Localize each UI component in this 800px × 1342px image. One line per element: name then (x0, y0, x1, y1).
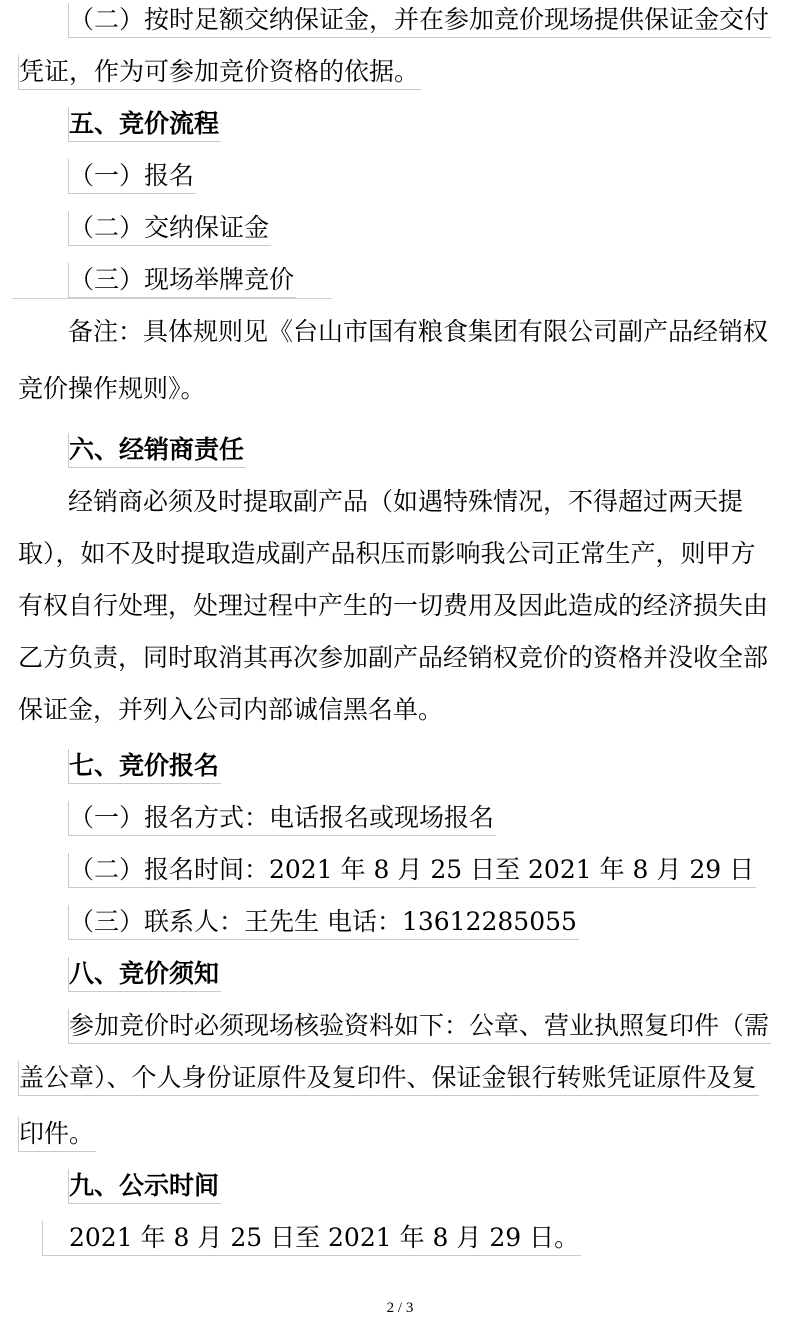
section6-heading: 六、经销商责任 (68, 433, 246, 468)
section4-item2-line2: 凭证，作为可参加竞价资格的依据。 (18, 55, 421, 90)
section6-line-1: 经销商必须及时提取副产品（如遇特殊情况，不得超过两天提 (68, 487, 744, 516)
section9-heading: 九、公示时间 (68, 1169, 221, 1204)
separator-line (12, 298, 332, 299)
section7-heading: 七、竞价报名 (68, 749, 221, 784)
section7-item-3: （三）联系人：王先生 电话：13612285055 (68, 905, 579, 940)
page-number: 2 / 3 (386, 1300, 414, 1316)
section7-item-2: （二）报名时间：2021 年 8 月 25 日至 2021 年 8 月 29 日 (68, 853, 756, 888)
section6-line-3: 有权自行处理，处理过程中产生的一切费用及因此造成的经济损失由 (18, 591, 769, 620)
section7-item-1: （一）报名方式：电话报名或现场报名 (68, 801, 496, 836)
section6-line-2: 取），如不及时提取造成副产品积压而影响我公司正常生产，则甲方 (18, 539, 756, 568)
section6-line-4: 乙方负责，同时取消其再次参加副产品经销权竞价的资格并没收全部 (18, 643, 769, 672)
section5-item-2: （二）交纳保证金 (68, 211, 271, 246)
section5-note-line2: 竞价操作规则》。 (18, 374, 206, 403)
section5-item-3: （三）现场举牌竞价 (68, 263, 296, 298)
section5-item-1: （一）报名 (68, 159, 196, 194)
section8-heading: 八、竞价须知 (68, 957, 221, 992)
section6-line-5: 保证金，并列入公司内部诚信黑名单。 (18, 695, 444, 724)
section4-item2-line1: （二）按时足额交纳保证金，并在参加竞价现场提供保证金交付 (68, 3, 771, 38)
section9-text: 2021 年 8 月 25 日至 2021 年 8 月 29 日。 (42, 1221, 581, 1256)
section8-line-2: 盖公章）、个人身份证原件及复印件、保证金银行转账凭证原件及复 (18, 1061, 759, 1096)
section5-note-line1: 备注：具体规则见《台山市国有粮食集团有限公司副产品经销权 (68, 317, 769, 346)
section5-heading: 五、竞价流程 (68, 107, 221, 142)
section8-line-3: 印件。 (18, 1117, 96, 1152)
section8-line-1: 参加竞价时必须现场核验资料如下：公章、营业执照复印件（需 (68, 1009, 771, 1044)
